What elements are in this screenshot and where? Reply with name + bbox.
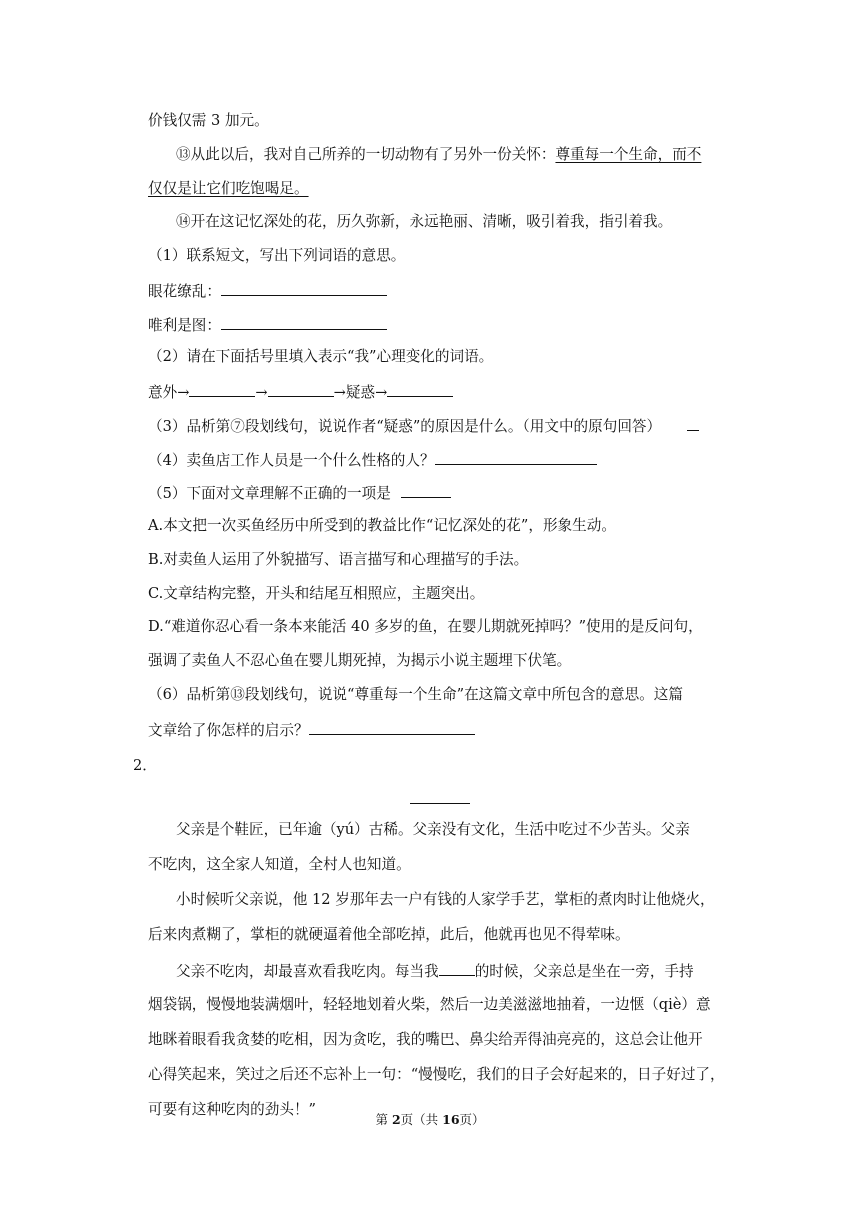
answer-blank[interactable] [189, 381, 255, 397]
answer-blank[interactable] [387, 381, 453, 397]
passage-paragraph-2: 小时候听父亲说，他 12 岁那年去一户有钱的人家学手艺，掌柜的煮肉时让他烧火， [176, 891, 715, 908]
passage-paragraph-3: 地眯着眼看我贪婪的吃相，因为贪吃，我的嘴巴、鼻尖给弄得油亮亮的，这总会让他开 [148, 1031, 703, 1048]
passage-paragraph-1: 不吃肉，这全家人知道，全村人也知道。 [148, 856, 411, 873]
passage-paragraph-3: 烟袋锅，慢慢地装满烟叶，轻轻地划着火柴，然后一边美滋滋地抽着，一边惬（qiè）意 [148, 996, 711, 1013]
page-footer: 第 2页（共 16页） [375, 1112, 485, 1127]
passage-paragraph-2: 后来肉煮糊了，掌柜的就硬逼着他全部吃掉，此后，他就再也见不得荤味。 [148, 926, 630, 943]
answer-blank[interactable] [221, 280, 387, 296]
answer-blank[interactable] [268, 381, 334, 397]
option-d-cont: 强调了卖鱼人不忍心鱼在婴儿期死掉，为揭示小说主题埋下伏笔。 [148, 652, 572, 669]
answer-blank[interactable] [401, 482, 451, 498]
option-d: D.“难道你忍心看一条本来能活 40 多岁的鱼，在婴儿期就死掉吗？”使用的是反问句， [148, 618, 703, 635]
question-number: 2． [133, 757, 157, 774]
passage-paragraph-3: 可要有这种吃肉的劲头！” [148, 1101, 316, 1118]
option-a: A.本文把一次买鱼经历中所受到的教益比作“记忆深处的花”，形象生动。 [148, 517, 616, 534]
answer-blank[interactable] [309, 719, 475, 735]
passage-paragraph-3: 心得笑起来，笑过之后还不忘补上一句：“慢慢吃，我们的日子会好起来的，日子好过了， [148, 1066, 725, 1083]
answer-blank[interactable] [687, 415, 699, 431]
answer-blank[interactable] [221, 314, 387, 330]
passage-paragraph-3: 父亲不吃肉，却最喜欢看我吃肉。每当我 的时候，父亲总是坐在一旁，手持 [176, 960, 694, 982]
question-4: （4）卖鱼店工作人员是一个什么性格的人？ [148, 449, 597, 471]
paragraph-13-line: ⑬从此以后，我对自己所养的一切动物有了另外一份关怀：尊重每一个生命，而不 [176, 146, 702, 163]
question-6: （6）品析第⑬段划线句，说说“尊重每一个生命”在这篇文章中所包含的意思。这篇 [148, 686, 683, 703]
paragraph-13-line [148, 179, 309, 199]
underlined-sentence: 仅仅是让它们吃饱喝足。 [148, 180, 309, 197]
page-number: 2 [391, 1112, 401, 1127]
question-1: （1）联系短文，写出下列词语的意思。 [148, 247, 406, 264]
paragraph-14: ⑭开在这记忆深处的花，历久弥新，永远艳丽、清晰，吸引着我，指引着我。 [176, 213, 673, 230]
answer-blank[interactable] [435, 449, 597, 465]
question-5: （5）下面对文章理解不正确的一项是 [148, 482, 451, 504]
passage-paragraph-1: 父亲是个鞋匠，已年逾（yú）古稀。父亲没有文化，生活中吃过不少苦头。父亲 [176, 821, 690, 838]
underlined-sentence: 尊重每一个生命，而不 [555, 146, 702, 163]
answer-blank[interactable] [439, 960, 475, 976]
option-b: B.对卖鱼人运用了外貌描写、语言描写和心理描写的手法。 [148, 551, 529, 568]
title-blank[interactable] [410, 803, 470, 804]
question-3: （3）品析第⑦段划线句，说说作者“疑惑”的原因是什么。（用文中的原句回答） [148, 415, 699, 437]
option-c: C.文章结构完整，开头和结尾互相照应，主题突出。 [148, 585, 485, 602]
question-2-chain: 意外→ → →疑惑→ [148, 381, 453, 403]
question-1-item-a: 眼花缭乱： [148, 280, 387, 302]
question-6-cont: 文章给了你怎样的启示？ [148, 719, 475, 741]
question-1-item-b: 唯利是图： [148, 314, 387, 336]
question-2: （2）请在下面括号里填入表示“我”心理变化的词语。 [148, 348, 494, 365]
page-total: 16 [442, 1112, 460, 1127]
text-line: 价钱仅需 3 加元。 [148, 112, 269, 129]
